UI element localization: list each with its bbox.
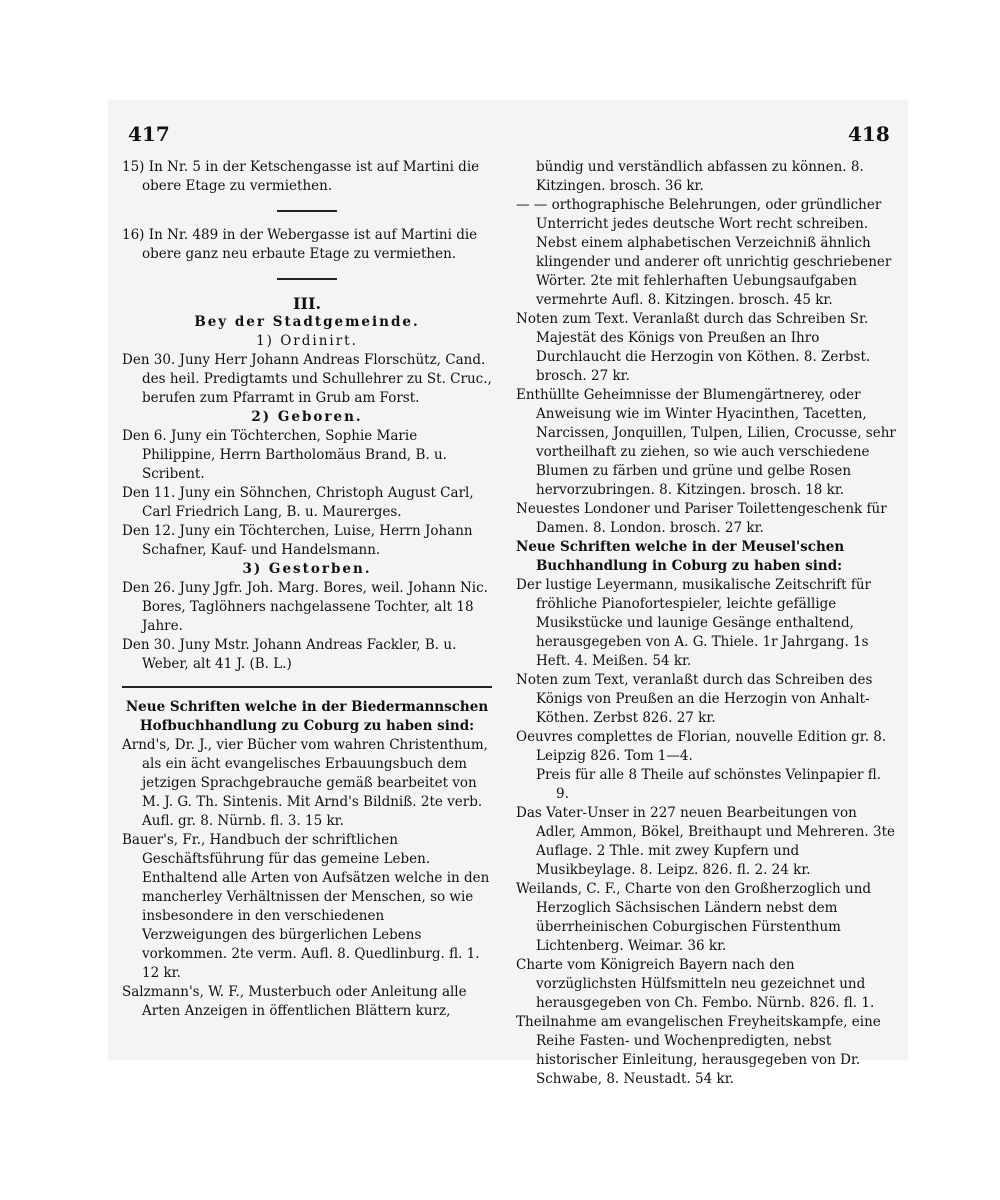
geboren-entry: Den 6. Juny ein Töchterchen, Sophie Marie Philippine, Herrn Bartholomäus Brand, B. u. Scribent. <box>122 428 447 482</box>
book-entry: Das Vater-Unser in 227 neuen Bearbeitungen von Adler, Ammon, Bökel, Breithaupt und Mehreren. 3te Auflage. 2 Thle. mit zwey Kupfern und Musikbeylage. 8. Leipz. 826. fl. 2. 24 kr. <box>516 805 896 878</box>
divider <box>277 210 337 212</box>
right-column <box>516 158 898 1089</box>
book-entry: Neuestes Londoner und Pariser Toilettengeschenk für Damen. 8. London. brosch. 27 kr. <box>516 501 887 536</box>
continued-entry: bündig und verständlich abfassen zu können. 8. Kitzingen. brosch. 36 kr. <box>536 159 864 194</box>
section-title: Bey der Stadtgemeinde. <box>194 314 420 330</box>
ordinirt-heading: 1) Ordinirt. <box>256 333 358 349</box>
section-number: III. <box>292 294 322 313</box>
book-entry: Charte vom Königreich Bayern nach den vorzüglichsten Hülfsmitteln neu gezeichnet und herausgegeben von Ch. Fembo. Nürnb. 826. fl. 1. <box>516 957 875 1011</box>
rental-notice-15: 15) In Nr. 5 in der Ketschengasse ist auf Martini die obere Etage zu vermiethen. <box>122 159 480 194</box>
booklist-heading: Neue Schriften welche in der Biedermannschen Hofbuchhandlung zu Coburg zu haben sind: <box>125 699 489 734</box>
book-entry: Arnd's, Dr. J., vier Bücher vom wahren Christenthum, als ein ächt evangelisches Erbauungsbuch dem jetzigen Sprachgebrauche gemäß bearbeitet von M. J. G. Th. Sintenis. Mit Arnd's Bildniß. 2te verb. Aufl. gr. 8. Nürnb. fl. 3. 15 kr. <box>122 737 488 829</box>
book-entry-price: Preis für alle 8 Theile auf schönstes Velinpapier fl. 9. <box>536 767 882 802</box>
gestorben-heading: 3) Gestorben. <box>242 561 372 577</box>
book-entry: Bauer's, Fr., Handbuch der schriftlichen Geschäftsführung für das gemeine Leben. Enthaltend alle Arten von Aufsätzen welche in den mancherley Verhältnissen der Menschen, so wie insbesondere in den verschiedenen Verzweigungen des bürgerlichen Lebens vorkommen. 2te verm. Aufl. 8. Quedlinburg. fl. 1. 12 kr. <box>122 832 490 981</box>
geboren-entry: Den 12. Juny ein Töchterchen, Luise, Herrn Johann Schafner, Kauf- und Handelsmann. <box>122 523 473 558</box>
book-entry: Noten zum Text, veranlaßt durch das Schreiben des Königs von Preußen an die Herzogin von Anhalt-Köthen. Zerbst 826. 27 kr. <box>516 672 873 726</box>
book-entry: Theilnahme am evangelischen Freyheitskampfe, eine Reihe Fasten- und Wochenpredigten, nebst historischer Einleitung, herausgegeben von Dr. Schwabe, 8. Neustadt. 54 kr. <box>516 1014 881 1087</box>
book-entry: Enthüllte Geheimnisse der Blumengärtnerey, oder Anweisung wie im Winter Hyacinthen, Tacetten, Narcissen, Jonquillen, Tulpen, Lilien, Crocusse, sehr vortheilhaft zu ziehen, so wie auch verschiedene Blumen zu färben und grüne und gelbe Rosen hervorzubringen. 8. Kitzingen. brosch. 18 kr. <box>516 387 896 498</box>
booklist2-heading: Neue Schriften welche in der Meusel'schen Buchhandlung in Coburg zu haben sind: <box>516 539 845 574</box>
rental-notice-16: 16) In Nr. 489 in der Webergasse ist auf Martini die obere ganz neu erbaute Etage zu vermiethen. <box>122 227 478 262</box>
book-entry: Der lustige Leyermann, musikalische Zeitschrift für fröhliche Pianofortespieler, leichte gefällige Musikstücke und launige Gesänge enthaltend, herausgegeben von A. G. Thiele. 1r Jahrgang. 1s Heft. 4. Meißen. 54 kr. <box>516 577 872 669</box>
geboren-heading: 2) Geboren. <box>251 409 363 425</box>
page-number-left: 417 <box>128 122 170 146</box>
left-column <box>122 158 492 1021</box>
divider <box>277 278 337 280</box>
book-entry: Noten zum Text. Veranlaßt durch das Schreiben Sr. Majestät des Königs von Preußen an Ihro Durchlaucht die Herzogin von Köthen. 8. Zerbst. brosch. 27 kr. <box>516 311 871 384</box>
gestorben-entry: Den 26. Juny Jgfr. Joh. Marg. Bores, weil. Johann Nic. Bores, Taglöhners nachgelassene Tochter, alt 18 Jahre. <box>122 580 488 634</box>
book-entry-oeuvres: Oeuvres complettes de Florian, nouvelle Edition gr. 8. Leipzig 826. Tom 1—4. <box>516 729 887 764</box>
gestorben-entry: Den 30. Juny Mstr. Johann Andreas Fackler, B. u. Weber, alt 41 J. (B. L.) <box>122 637 457 672</box>
geboren-entry: Den 11. Juny ein Söhnchen, Christoph August Carl, Carl Friedrich Lang, B. u. Maurerges. <box>122 485 474 520</box>
book-entry: — — orthographische Belehrungen, oder gründlicher Unterricht jedes deutsche Wort recht schreiben. Nebst einem alphabetischen Verzeichniß ähnlich klingender und anderer oft unrichtig geschriebener Wörter. 2te mit fehlerhaften Uebungsaufgaben vermehrte Aufl. 8. Kitzingen. brosch. 45 kr. <box>516 197 892 308</box>
section-divider <box>122 686 492 688</box>
page-number-right: 418 <box>848 122 890 146</box>
book-entry: Weilands, C. F., Charte von den Großherzoglich und Herzoglich Sächsischen Ländern nebst dem überrheinischen Coburgischen Fürstenthum Lichtenberg. Weimar. 36 kr. <box>516 881 872 954</box>
ordinirt-entry: Den 30. Juny Herr Johann Andreas Florschütz, Cand. des heil. Predigtamts und Schullehrer zu St. Cruc., berufen zum Pfarramt in Grub am Forst. <box>122 352 492 406</box>
book-entry: Salzmann's, W. F., Musterbuch oder Anleitung alle Arten Anzeigen in öffentlichen Blättern kurz, <box>122 984 467 1019</box>
